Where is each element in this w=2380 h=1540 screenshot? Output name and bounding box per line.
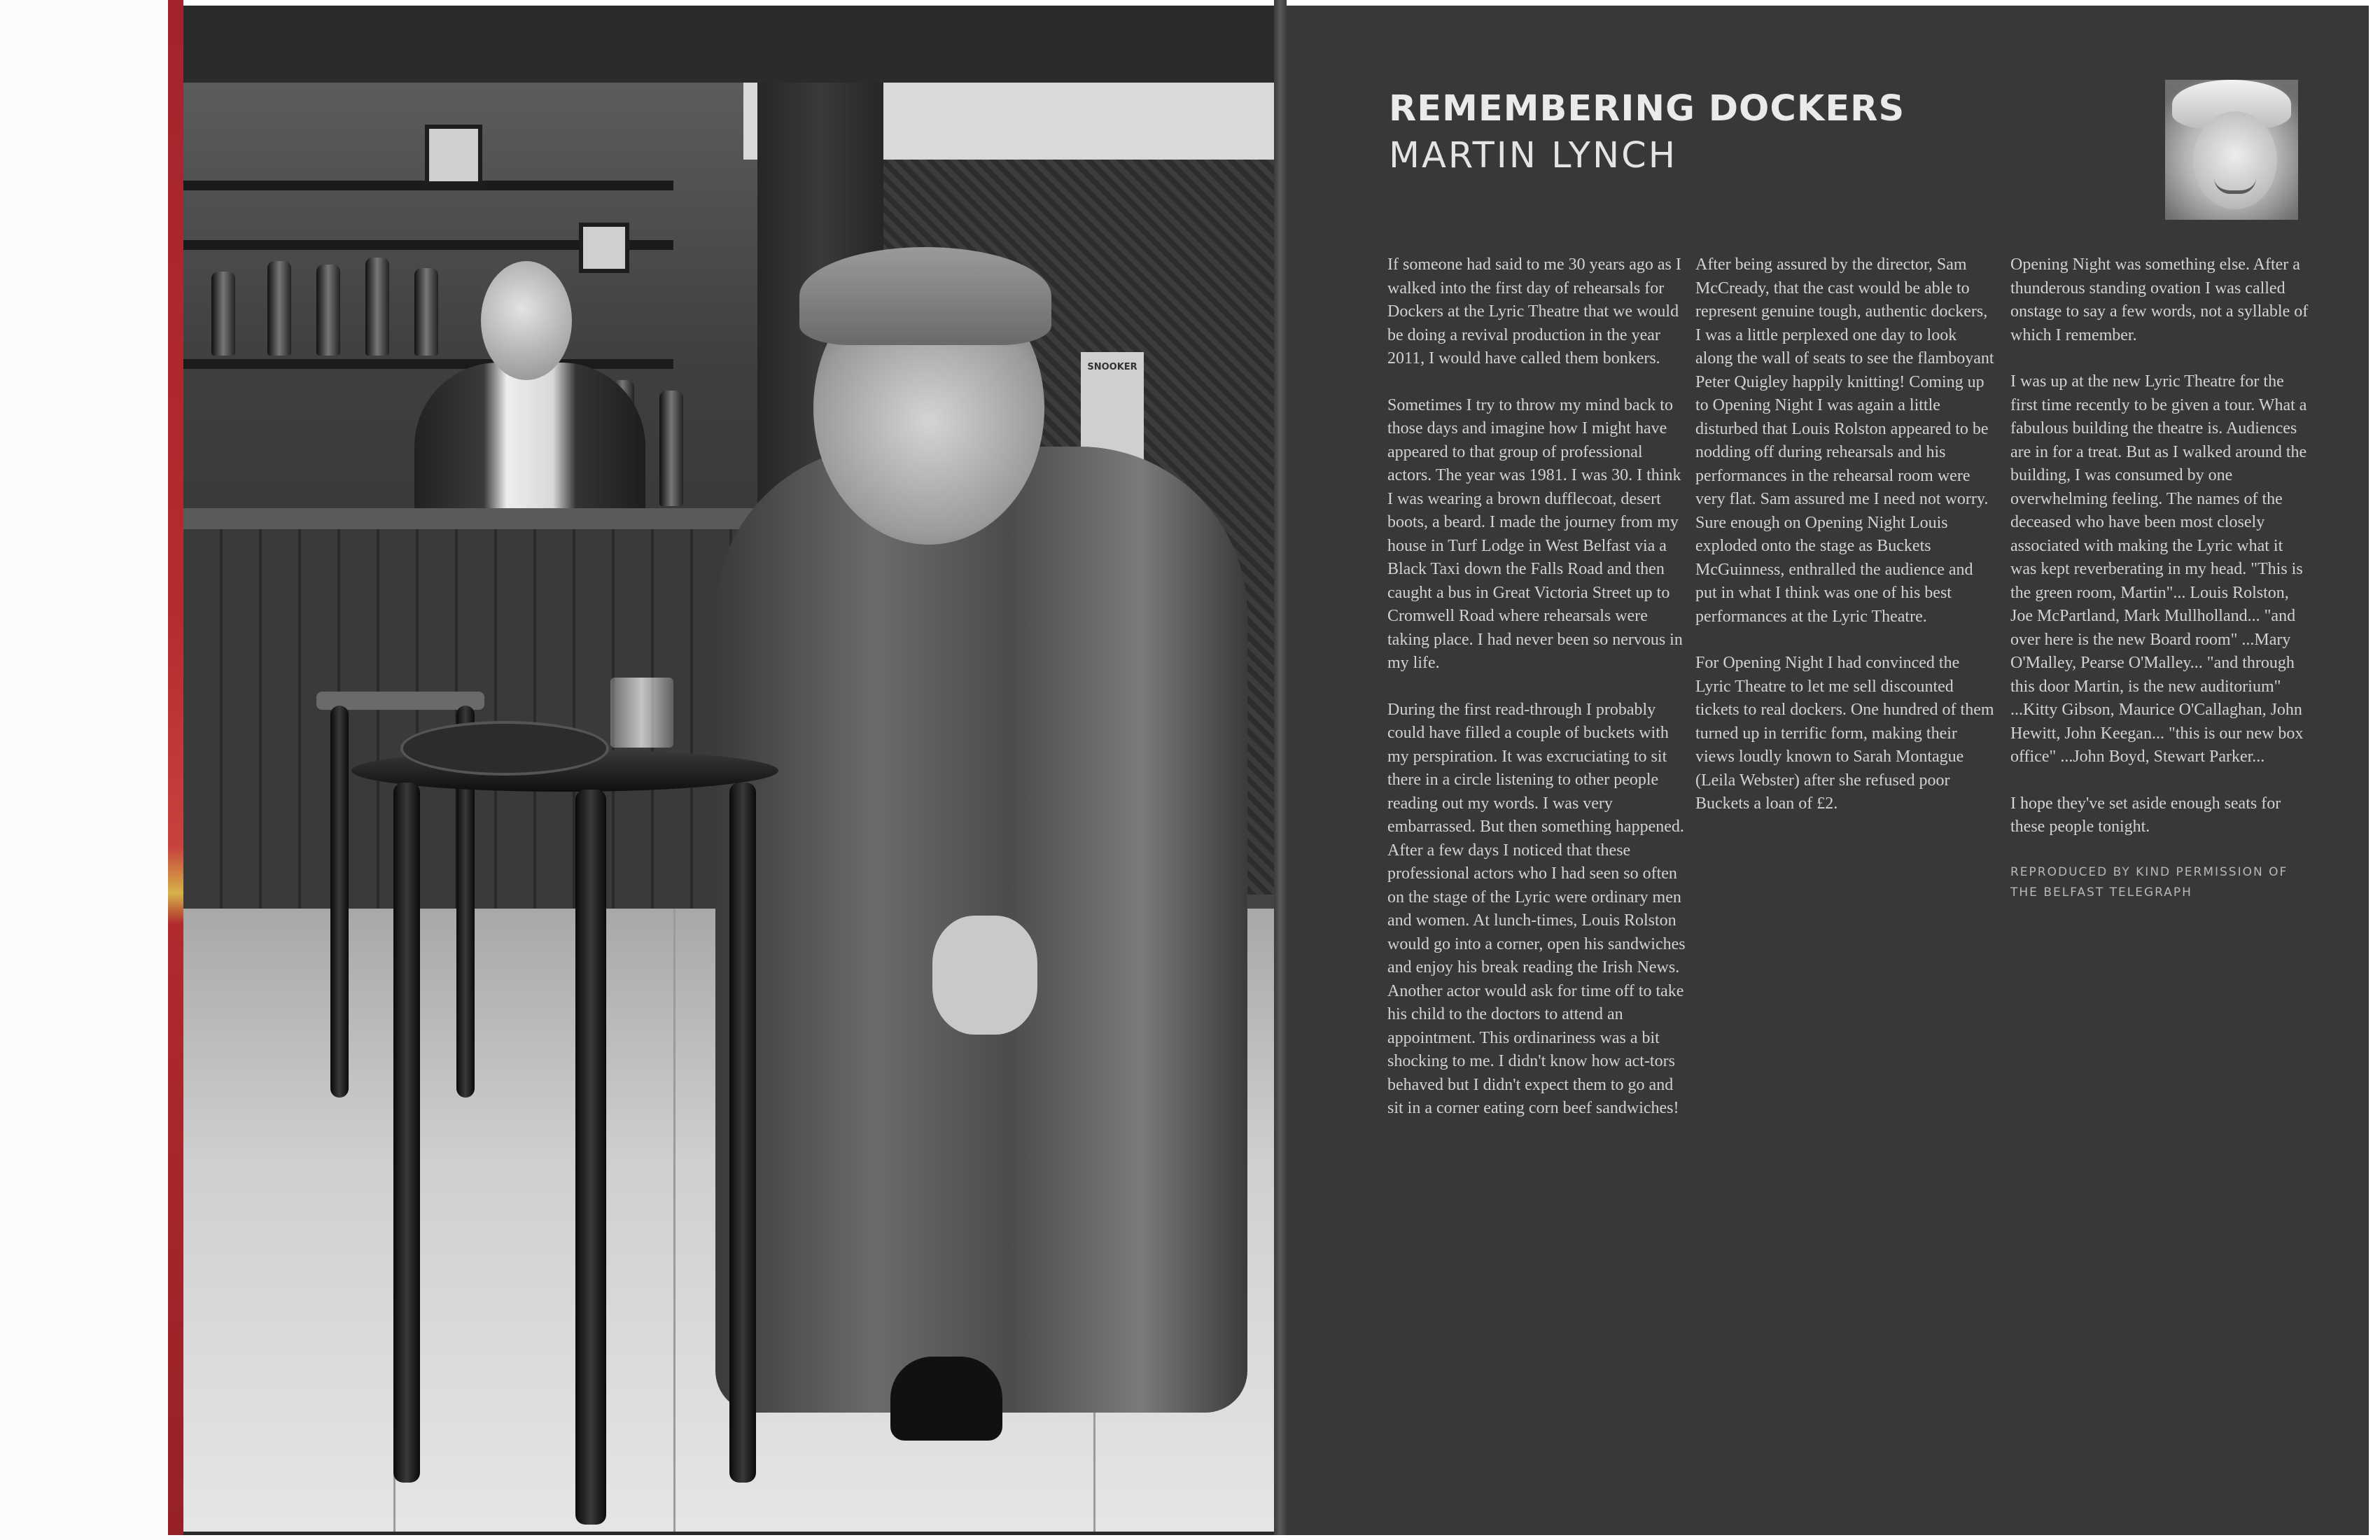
production-photograph bbox=[183, 83, 1281, 1532]
portrait-face bbox=[2193, 111, 2277, 209]
photo-ashtray bbox=[400, 721, 609, 776]
permission-credit: REPRODUCED BY KIND PERMISSION OF THE BELFAST TELEGRAPH bbox=[2010, 864, 2288, 899]
photo-man-boot bbox=[890, 1357, 1002, 1441]
text-column-1 bbox=[1387, 253, 1688, 1144]
photo-bottle bbox=[211, 272, 235, 356]
photo-table-leg bbox=[393, 783, 420, 1483]
paragraph: During the first read-through I probably could have filled a couple of buckets with my perspiration. It was excruciating to sit there in a circle listening to other people reading out my words. I was very embarrassed. But then something happened. After a few days I noticed that these professional actors who I had seen so often on the stage of the Lyric were ordinary men and women. At lunch-times, Louis Rolston would go into a corner, open his sandwiches and enjoy his break reading the Irish News. Another actor would ask for time off to take his child to the doctors to attend an appointment. This ordinariness was a bit shocking to me. I didn't know how act-tors behaved but I didn't expect them to go and sit in a corner eating corn beef sandwiches! bbox=[1387, 700, 1686, 1117]
photo-bottle bbox=[365, 258, 389, 356]
photo-man-cap bbox=[799, 247, 1051, 345]
paragraph: If someone had said to me 30 years ago as I walked into the first day of rehearsals for Dockers at the Lyric Theatre that we would be doing a revival production in the year 2011, I would have called them bonkers. bbox=[1387, 255, 1681, 368]
text-column-3 bbox=[2010, 253, 2311, 926]
cover-edge-strip bbox=[168, 0, 183, 1540]
paragraph: Sometimes I try to throw my mind back to those days and imagine how I might have appeared to that group of professional actors. The year was 1981. I was 30. I think I was wearing a brown dufflecoat, desert boots, a beard. I made the journey from my house in Turf Lodge in West Belfast via a Black Taxi down the Falls Road and then caught a bus in Great Victoria Street up to Cromwell Road where rehearsals were taking place. I had never been so nervous in my life. bbox=[1387, 396, 1683, 672]
author-portrait bbox=[2165, 80, 2298, 220]
photo-bottle bbox=[267, 261, 291, 356]
paragraph: After being assured by the director, Sam McCready, that the cast would be able to represent genuine tough, authentic dockers, I was a little perplexed one day to look along the wall of seats to see the flamboyant Peter Quigley happily knitting! Coming up to Opening Night I was again a little disturbed that Louis Rolston appeared to be nodding off during rehearsals and his performances in the rehearsal room were very flat. Sam assured me I need not worry. Sure enough on Opening Night Louis exploded onto the stage as Buckets McGuinness, enthralled the audience and put in what I think was one of his best performances at the Lyric Theatre. bbox=[1695, 255, 1994, 626]
page-gutter bbox=[1274, 0, 1287, 1540]
paragraph: Opening Night was something else. After a thunderous standing ovation I was called onstage to say a few words, not a syllable of which I remember. bbox=[2010, 255, 2309, 344]
paragraph: For Opening Night I had convinced the Lyric Theatre to let me sell discounted tickets to real dockers. One hundred of them turned up in terrific form, making their views loudly known to Sarah Montague (Leila Webster) after she refused poor Buckets a loan of £2. bbox=[1695, 654, 1994, 813]
scan-bottom-edge bbox=[168, 1535, 2380, 1540]
photo-table-leg bbox=[729, 783, 756, 1483]
photo-bottle bbox=[414, 268, 438, 356]
photo-stool-leg bbox=[330, 706, 349, 1098]
photo-jug bbox=[579, 223, 629, 273]
photo-glass bbox=[610, 678, 673, 748]
article-author: MARTIN LYNCH bbox=[1389, 135, 1678, 176]
photo-bottle bbox=[659, 391, 683, 506]
photo-bottle bbox=[316, 265, 340, 356]
photo-shelf bbox=[183, 359, 673, 369]
article-title: REMEMBERING DOCKERS bbox=[1389, 88, 1905, 130]
photo-floorboard bbox=[673, 909, 676, 1532]
photo-man-hand bbox=[932, 916, 1037, 1035]
photo-barman bbox=[414, 363, 645, 524]
photo-table-leg bbox=[575, 790, 606, 1525]
photo-picture-frame bbox=[425, 125, 482, 186]
scan-background bbox=[0, 0, 168, 1540]
text-column-2 bbox=[1695, 253, 1996, 839]
photo-barman-head bbox=[481, 261, 572, 380]
poster-text: SNOOKER bbox=[1087, 362, 1138, 372]
paragraph: I was up at the new Lyric Theatre for the first time recently to be given a tour. What a fabulous building the theatre is. Audiences are in for a treat. But as I walked around the building, I was consumed by one overwhelming feeling. The names of the deceased who have been most closely associated with making the Lyric what it was kept reverberating in my head. "This is the green room, Martin"... Louis Rolston, Joe McPartland, Mark Mullholland... "and over here is the new Board room" ...Mary O'Malley, Pearse O'Malley... "and through this door Martin, is the new auditorium" ...Kitty Gibson, Maurice O'Callaghan, John Hewitt, John Keegan... "this is our new box office" ...John Boyd, Stewart Parker... bbox=[2010, 372, 2307, 766]
paragraph: I hope they've set aside enough seats for these people tonight. bbox=[2010, 794, 2281, 836]
